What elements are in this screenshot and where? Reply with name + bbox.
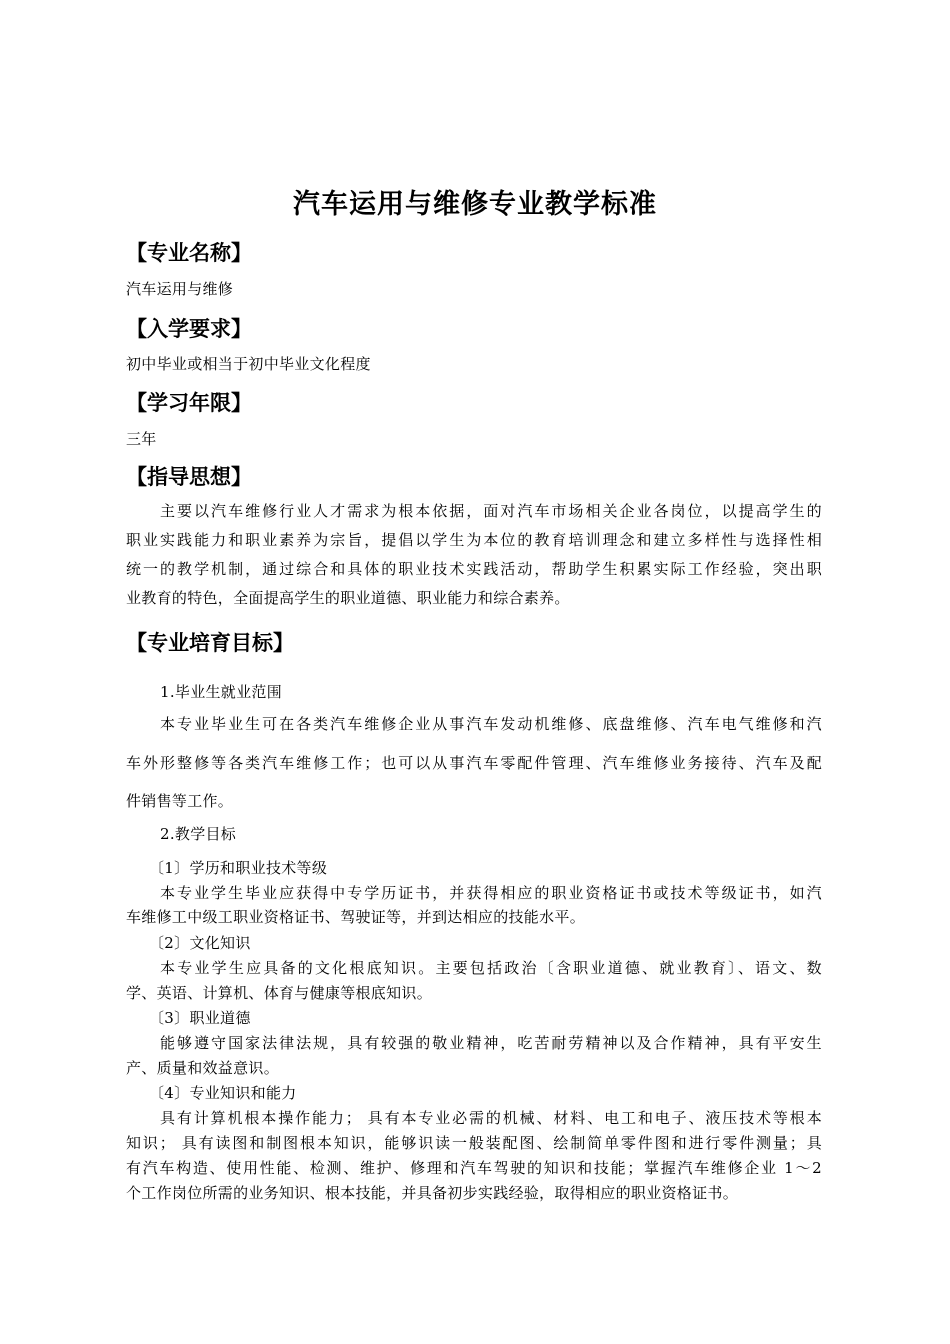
guiding-line: 职业实践能力和职业素养为宗旨，提倡以学生为本位的教育培训理念和建立多样性与选择性相 bbox=[126, 531, 822, 549]
major-name-text: 汽车运用与维修 bbox=[126, 280, 234, 298]
section-heading-admission: 【入学要求】 bbox=[126, 317, 252, 341]
item-line: 本专业学生毕业应获得中专学历证书，并获得相应的职业资格证书或技术等级证书，如汽 bbox=[160, 884, 822, 902]
item-line: 学、英语、计算机、体育与健康等根底知识。 bbox=[126, 984, 433, 1002]
item-title: 〔3〕职业道德 bbox=[149, 1009, 251, 1027]
employment-line: 件销售等工作。 bbox=[126, 792, 234, 810]
section-heading-guiding: 【指导思想】 bbox=[126, 465, 252, 489]
duration-text: 三年 bbox=[126, 430, 157, 448]
section-heading-objectives: 【专业培育目标】 bbox=[126, 631, 294, 655]
item-line: 本专业学生应具备的文化根底知识。主要包括政治〔含职业道德、就业教育〕、语文、数 bbox=[160, 959, 822, 977]
item-title: 〔1〕学历和职业技术等级 bbox=[149, 859, 328, 877]
guiding-line: 主要以汽车维修行业人才需求为根本依据，面对汽车市场相关企业各岗位，以提高学生的 bbox=[160, 502, 822, 520]
item-title: 〔4〕专业知识和能力 bbox=[149, 1084, 297, 1102]
guiding-line: 业教育的特色，全面提高学生的职业道德、职业能力和综合素养。 bbox=[126, 589, 570, 607]
employment-title: 1.毕业生就业范围 bbox=[160, 683, 283, 701]
admission-text: 初中毕业或相当于初中毕业文化程度 bbox=[126, 355, 371, 373]
item-line: 知识； 具有读图和制图根本知识，能够识读一般装配图、绘制简单零件图和进行零件测量；具 bbox=[126, 1134, 822, 1152]
item-line: 车维修工中级工职业资格证书、驾驶证等，并到达相应的技能水平。 bbox=[126, 908, 586, 926]
teaching-title: 2.教学目标 bbox=[160, 825, 237, 843]
employment-line: 本专业毕业生可在各类汽车维修企业从事汽车发动机维修、底盘维修、汽车电气维修和汽 bbox=[160, 715, 822, 733]
section-heading-duration: 【学习年限】 bbox=[126, 391, 252, 415]
item-line: 产、质量和效益意识。 bbox=[126, 1059, 280, 1077]
item-line: 具有计算机根本操作能力； 具有本专业必需的机械、材料、电工和电子、液压技术等根本 bbox=[160, 1109, 822, 1127]
item-line: 有汽车构造、使用性能、检测、维护、修理和汽车驾驶的知识和技能；掌握汽车维修企业 1～2 bbox=[126, 1159, 822, 1177]
item-line: 个工作岗位所需的业务知识、根本技能，并具备初步实践经验，取得相应的职业资格证书。 bbox=[126, 1184, 739, 1202]
document-title: 汽车运用与维修专业教学标准 bbox=[293, 189, 657, 220]
section-heading-major-name: 【专业名称】 bbox=[126, 241, 252, 265]
guiding-line: 统一的教学机制，通过综合和具体的职业技术实践活动，帮助学生积累实际工作经验，突出职 bbox=[126, 560, 822, 578]
item-line: 能够遵守国家法律法规，具有较强的敬业精神，吃苦耐劳精神以及合作精神，具有平安生 bbox=[160, 1034, 822, 1052]
employment-line: 车外形整修等各类汽车维修工作；也可以从事汽车零配件管理、汽车维修业务接待、汽车及配 bbox=[126, 754, 822, 772]
item-title: 〔2〕文化知识 bbox=[149, 934, 251, 952]
